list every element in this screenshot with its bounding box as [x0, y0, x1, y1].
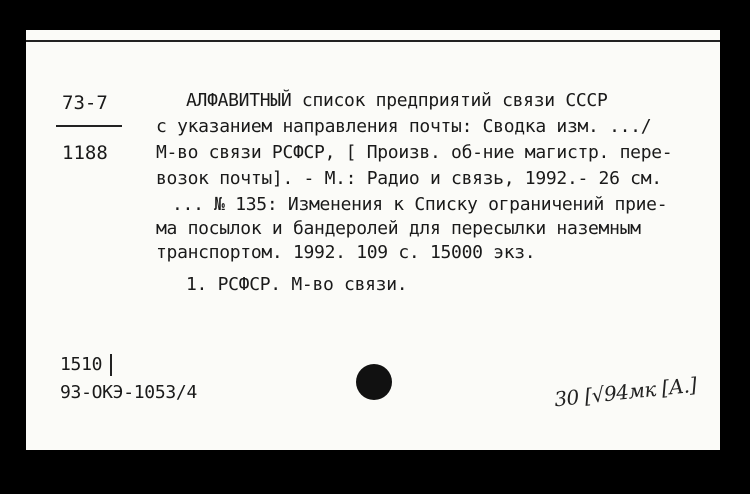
- catalog-card: [26, 30, 720, 450]
- entry-line-5: ... № 135: Изменения к Списку ограничений прие-: [172, 194, 668, 215]
- entry-line-4: возок почты]. - М.: Радио и связь, 1992.- 26 см.: [156, 168, 662, 189]
- entry-line-7: транспортом. 1992. 109 с. 15000 экз.: [156, 242, 536, 263]
- card-top-rule: [26, 40, 720, 42]
- subject-heading: 1. РСФСР. М-во связи.: [186, 274, 408, 295]
- entry-line-2: с указанием направления почты: Сводка изм. .../: [156, 116, 652, 137]
- ink-stain: [356, 364, 392, 400]
- entry-line-1: АЛФАВИТНЫЙ список предприятий связи СССР: [186, 90, 608, 111]
- code-bar: [110, 354, 112, 376]
- entry-line-3: М-во связи РСФСР, [ Произв. об-ние магистр. пере-: [156, 142, 673, 163]
- code-series: 93-ОКЭ-1053/4: [60, 382, 197, 403]
- code-number: 1510: [60, 354, 103, 375]
- code-number-row: [60, 354, 112, 376]
- shelf-mark-top: 73-7: [62, 92, 108, 114]
- shelf-mark-divider: [56, 125, 122, 127]
- entry-line-6: ма посылок и бандеролей для пересылки наземным: [156, 218, 641, 239]
- handwritten-note: 30 [√94мк [А.]: [553, 372, 698, 412]
- shelf-mark-bottom: 1188: [62, 142, 108, 164]
